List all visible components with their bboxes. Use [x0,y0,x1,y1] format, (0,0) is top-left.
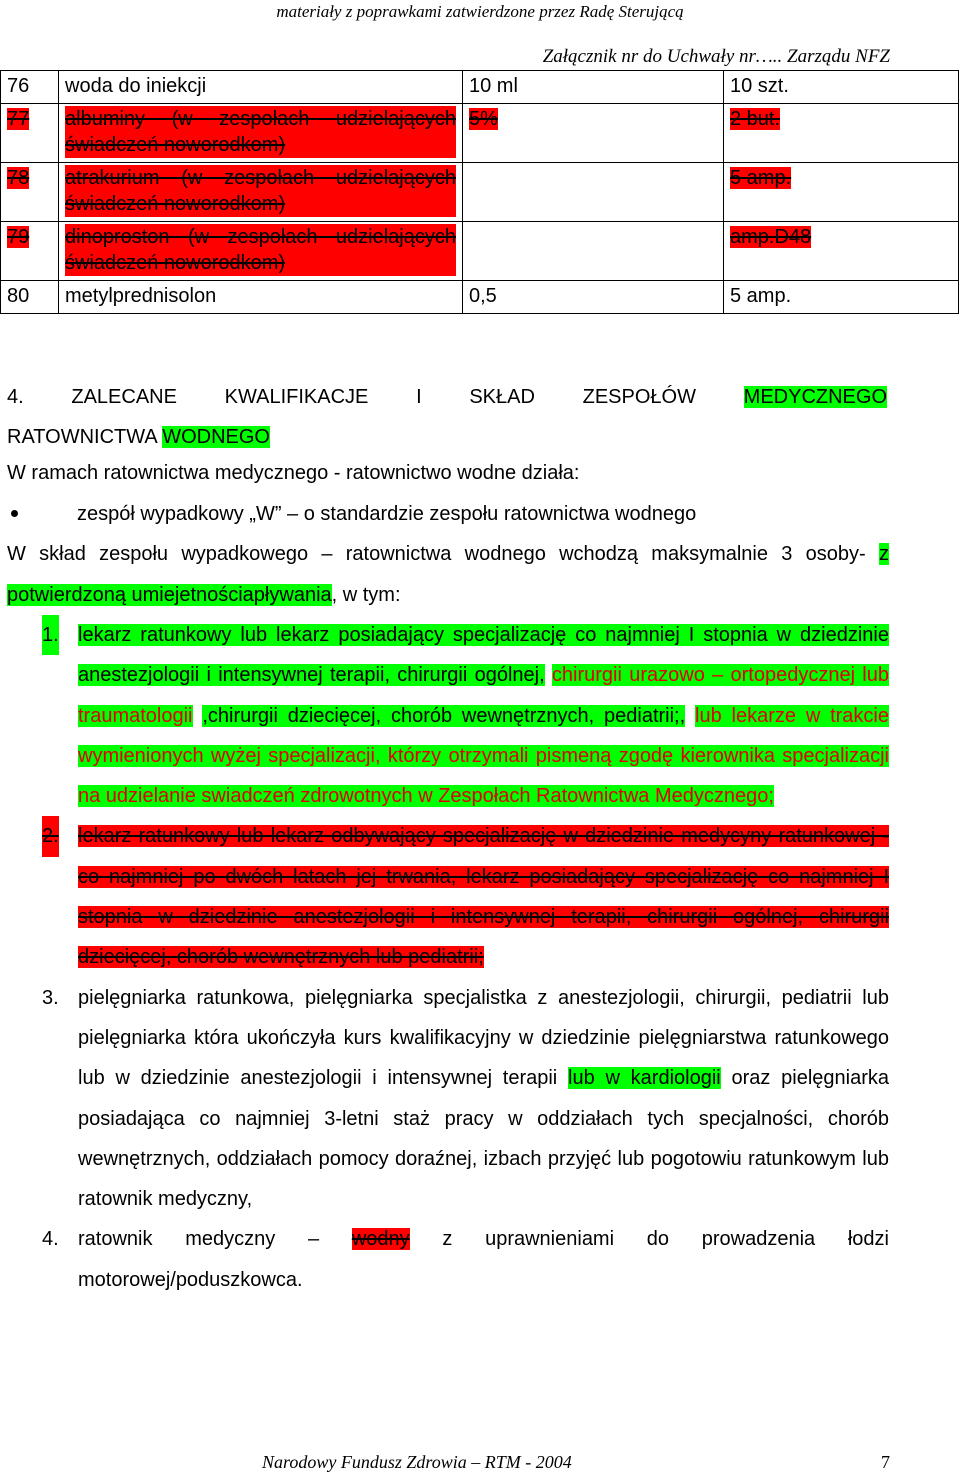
composition-text-end: , w tym: [331,583,401,606]
qualification-list [42,615,889,1300]
table-row [1,71,959,104]
table-row [1,163,959,222]
row-number: 76 [1,71,59,104]
bullet-icon [11,510,18,517]
page-footer [262,1452,890,1473]
list-item-text: ratownik medyczny – [78,1228,320,1251]
drug-table [0,70,959,314]
list-item [42,978,889,1220]
row-number: 80 [1,281,59,314]
drug-dose [463,163,724,222]
list-item-text: z uprawnieniami do prowadzenia łodzi motorowej/poduszkowca. [78,1228,889,1291]
bullet-text: zespół wypadkowy „W” – o standardzie zespołu ratownictwa wodnego [77,503,697,525]
table-row [1,222,959,281]
intro-paragraph: W ramach ratownictwa medycznego - ratownictwo wodne działa: [7,462,580,484]
drug-name: dinoproston (w zespołach udzielających świadczeń noworodkom) [59,222,463,281]
list-item [42,615,889,816]
annex-reference: Załącznik nr do Uchwały nr….. Zarządu NFZ [542,46,890,67]
drug-name: metylprednisolon [59,281,463,314]
page-number: 7 [881,1452,890,1472]
drug-quantity: 5 amp. [724,163,959,222]
drug-quantity: amp.D48 [724,222,959,281]
drug-quantity: 5 amp. [724,281,959,314]
list-number: 1. [42,615,59,655]
list-number: 4. [42,1228,59,1251]
drug-name: albuminy (w zespołach udzielających świadczeń noworodkom) [59,104,463,163]
drug-name: atrakurium (w zespołach udzielających świadczeń noworodkom) [59,163,463,222]
header-note: materiały z poprawkami zatwierdzone przez Radę Sterującą [276,2,684,21]
table-row [1,281,959,314]
section-heading-part: 4. ZALECANE KWALIFIKACJE I SKŁAD ZESPOŁÓW [7,386,696,408]
drug-quantity: 2 but. [724,104,959,163]
list-item-text: lekarz ratunkowy lub lekarz posiadający specjalizację co najmniej I stopnia w dziedzinie anestezjologii i intensywnej terapii, chirurgii ogólnej, [78,624,889,687]
list-item-deleted-text: lekarz ratunkowy lub lekarz odbywający specjalizację w dziedzinie medycyny ratunkowej - co najmniej po dwóch latach jej trwania, lekarz posiadający specjalizację co najmniej I stopnia w dziedzinie anestezjologii i intensywnej terapii, chirurgii ogólnej, chirurgii dziecięcej, chorób wewnętrznych lub pediatrii; [78,825,889,969]
row-number: 79 [1,222,59,281]
table-row [1,104,959,163]
list-item-added-text: lub w kardiologii [568,1067,721,1090]
section-heading-part: RATOWNICTWA [7,426,157,448]
section-heading [7,377,887,457]
list-item-text: pielęgniarka ratunkowa, pielęgniarka specjalistka z anestezjologii, chirurgii, pediatrii lub pielęgniarka która ukończyła kurs kwalifikacyjny w dziedzinie pielęgniarstwa ratunkowego lub w dziedzinie anestezjologii i intensywnej terapii [78,986,889,1090]
composition-paragraph [7,534,889,615]
list-number: 2. [42,816,59,856]
drug-dose: 5% [463,104,724,163]
section-heading-added: MEDYCZNEGO [743,386,887,408]
section-heading-added: WODNEGO [162,426,270,448]
list-item-text: ,chirurgii dziecięcej, chorób wewnętrznych, pediatrii;, [202,704,686,727]
list-number: 3. [42,986,59,1009]
list-item [42,816,889,977]
drug-dose [463,222,724,281]
footer-text: Narodowy Fundusz Zdrowia – RTM - 2004 [262,1452,572,1472]
list-item-deleted-text: wodny [351,1228,410,1251]
list-item [42,1219,889,1300]
drug-name: woda do iniekcji [59,71,463,104]
row-number: 78 [1,163,59,222]
list-item-text-red: chirurgii urazowo – ortopedycznej lub traumatologii [78,664,889,727]
list-item-text: oraz pielęgniarka posiadająca co najmniej 3-letni staż pracy w oddziałach tych specjalności, chorób wewnętrznych, oddziałach pomocy doraźnej, izbach przyjęć lub pogotowiu ratunkowym lub ratownik medyczny, [78,1067,890,1211]
list-item-text-red: lub lekarze w trakcie wymienionych wyżej specjalizacji, którzy otrzymali pismeną zgodę kierownika specjalizacji na udzielanie swiadczeń zdrowotnych w Zespołach Ratownictwa Medycznego; [78,704,889,808]
composition-text: W skład zespołu wypadkowego – ratownictwa wodnego wchodzą maksymalnie 3 osoby- [7,543,866,565]
composition-added: z potwierdzoną umiejetnościapływania [7,543,889,606]
drug-dose: 10 ml [463,71,724,104]
drug-quantity: 10 szt. [724,71,959,104]
drug-dose: 0,5 [463,281,724,314]
row-number: 77 [1,104,59,163]
